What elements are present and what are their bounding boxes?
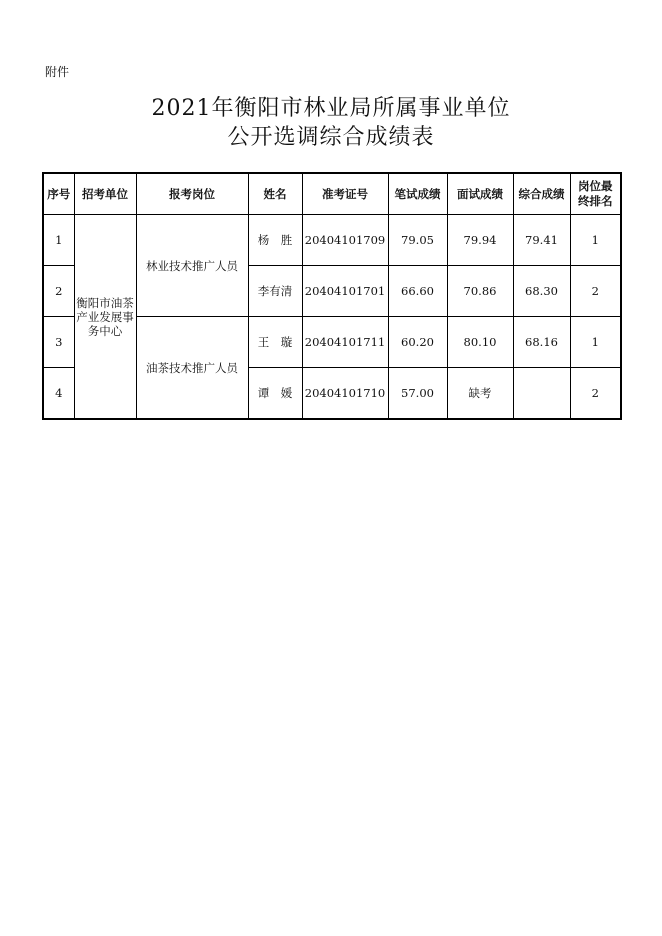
results-table [42, 172, 622, 420]
cell-name: 杨 胜 [248, 215, 302, 266]
cell-rank: 1 [570, 317, 621, 368]
cell-total: 79.41 [513, 215, 570, 266]
header-post: 报考岗位 [136, 173, 248, 215]
header-name: 姓名 [248, 173, 302, 215]
cell-post: 林业技术推广人员 [136, 215, 248, 317]
cell-exam-id: 20404101709 [302, 215, 388, 266]
header-row [43, 173, 621, 215]
cell-exam-id: 20404101711 [302, 317, 388, 368]
cell-written: 79.05 [388, 215, 447, 266]
cell-total: 68.16 [513, 317, 570, 368]
cell-written: 57.00 [388, 368, 447, 420]
cell-written: 60.20 [388, 317, 447, 368]
cell-rank: 2 [570, 368, 621, 420]
cell-interview: 缺考 [447, 368, 513, 420]
cell-total [513, 368, 570, 420]
cell-written: 66.60 [388, 266, 447, 317]
cell-interview: 80.10 [447, 317, 513, 368]
cell-interview: 70.86 [447, 266, 513, 317]
cell-name: 王 璇 [248, 317, 302, 368]
header-total: 综合成绩 [513, 173, 570, 215]
cell-seq: 4 [43, 368, 74, 420]
header-interview: 面试成绩 [447, 173, 513, 215]
cell-total: 68.30 [513, 266, 570, 317]
header-written: 笔试成绩 [388, 173, 447, 215]
cell-post: 油茶技术推广人员 [136, 317, 248, 420]
cell-seq: 3 [43, 317, 74, 368]
header-unit: 招考单位 [74, 173, 136, 215]
table-row [43, 215, 621, 266]
cell-name: 李有清 [248, 266, 302, 317]
header-seq: 序号 [43, 173, 74, 215]
cell-exam-id: 20404101701 [302, 266, 388, 317]
cell-rank: 2 [570, 266, 621, 317]
cell-rank: 1 [570, 215, 621, 266]
header-exam-id: 准考证号 [302, 173, 388, 215]
cell-unit: 衡阳市油茶产业发展事务中心 [74, 215, 136, 420]
cell-seq: 1 [43, 215, 74, 266]
page-title-line1: 2021年衡阳市林业局所属事业单位 [151, 96, 511, 121]
header-rank: 岗位最终排名 [570, 173, 621, 215]
cell-name: 谭 媛 [248, 368, 302, 420]
attachment-label: 附件 [45, 65, 70, 79]
cell-exam-id: 20404101710 [302, 368, 388, 420]
page-title-line2: 公开选调综合成绩表 [227, 125, 435, 150]
cell-interview: 79.94 [447, 215, 513, 266]
cell-seq: 2 [43, 266, 74, 317]
